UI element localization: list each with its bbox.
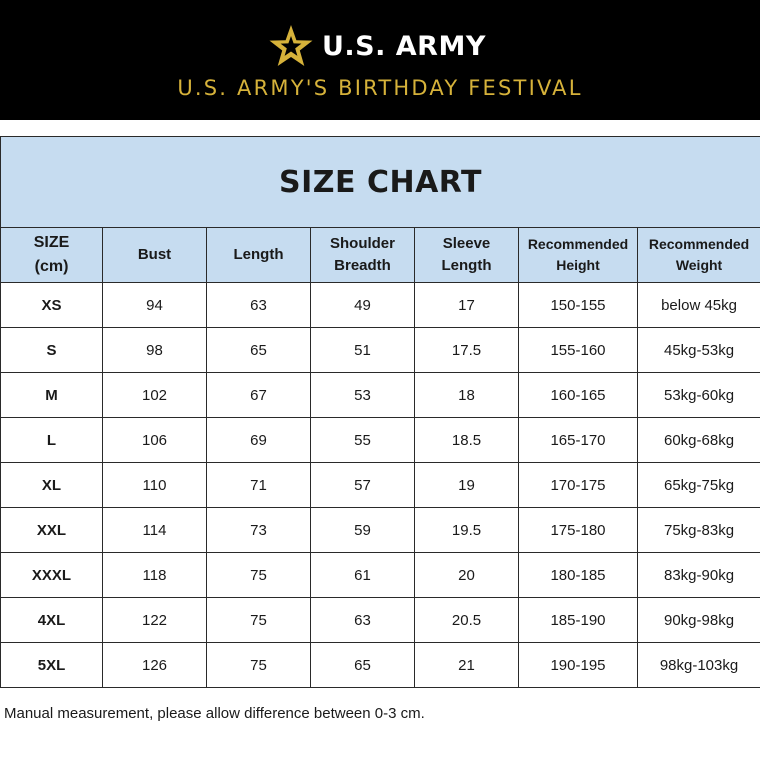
table-cell: 102: [103, 373, 207, 418]
column-header: [103, 228, 207, 283]
table-cell: 65: [311, 643, 415, 688]
table-row: [1, 373, 760, 418]
festival-subtitle: U.S. ARMY'S BIRTHDAY FESTIVAL: [177, 76, 583, 100]
measurement-note: Manual measurement, please allow difference between 0-3 cm.: [4, 705, 425, 722]
size-cell: M: [1, 373, 103, 418]
size-chart-table: [0, 136, 760, 688]
column-header-text: Breadth: [334, 257, 391, 274]
column-header-text: SIZE: [33, 234, 70, 251]
table-cell: below 45kg: [638, 283, 760, 328]
column-header-text: Bust: [137, 246, 172, 263]
header-row: [1, 228, 760, 283]
size-cell: XXL: [1, 508, 103, 553]
table-cell: 57: [311, 463, 415, 508]
table-body: [1, 283, 760, 688]
header-banner: [0, 0, 760, 120]
table-cell: 51: [311, 328, 415, 373]
column-header: [207, 228, 311, 283]
column-header-text: Recommended: [648, 236, 750, 252]
column-header: [1, 228, 103, 283]
table-cell: 94: [103, 283, 207, 328]
table-cell: 160-165: [519, 373, 638, 418]
table-cell: 20: [415, 553, 519, 598]
size-cell: XS: [1, 283, 103, 328]
table-row: [1, 328, 760, 373]
table-cell: 155-160: [519, 328, 638, 373]
star-icon: [268, 23, 314, 69]
size-cell: 5XL: [1, 643, 103, 688]
table-cell: 59: [311, 508, 415, 553]
table-cell: 75kg-83kg: [638, 508, 760, 553]
table-cell: 150-155: [519, 283, 638, 328]
chart-title: SIZE CHART: [1, 137, 760, 228]
table-cell: 106: [103, 418, 207, 463]
table-cell: 65: [207, 328, 311, 373]
column-header-text: Shoulder: [329, 235, 395, 252]
table-cell: 190-195: [519, 643, 638, 688]
table-cell: 180-185: [519, 553, 638, 598]
table-cell: 65kg-75kg: [638, 463, 760, 508]
brand-name: U.S. ARMY: [322, 30, 486, 62]
table-cell: 165-170: [519, 418, 638, 463]
column-header-text: Recommended: [527, 236, 629, 252]
table-cell: 17.5: [415, 328, 519, 373]
table-cell: 126: [103, 643, 207, 688]
army-logo: [268, 22, 486, 70]
column-header-text: Length: [233, 246, 284, 263]
table-row: [1, 508, 760, 553]
table-cell: 53kg-60kg: [638, 373, 760, 418]
column-header: [415, 228, 519, 283]
table-cell: 114: [103, 508, 207, 553]
table-cell: 19.5: [415, 508, 519, 553]
table-row: [1, 418, 760, 463]
table-cell: 20.5: [415, 598, 519, 643]
column-header-text: Weight: [675, 257, 723, 273]
column-header: [519, 228, 638, 283]
table-cell: 98kg-103kg: [638, 643, 760, 688]
table-cell: 18: [415, 373, 519, 418]
table-cell: 69: [207, 418, 311, 463]
table-cell: 55: [311, 418, 415, 463]
table-cell: 67: [207, 373, 311, 418]
table-cell: 170-175: [519, 463, 638, 508]
size-cell: 4XL: [1, 598, 103, 643]
size-cell: XXXL: [1, 553, 103, 598]
table-cell: 17: [415, 283, 519, 328]
table-cell: 118: [103, 553, 207, 598]
column-header-text: (cm): [34, 258, 69, 275]
table-cell: 185-190: [519, 598, 638, 643]
table-cell: 60kg-68kg: [638, 418, 760, 463]
column-header: [638, 228, 760, 283]
table-cell: 175-180: [519, 508, 638, 553]
table-cell: 98: [103, 328, 207, 373]
table-cell: 122: [103, 598, 207, 643]
table-cell: 19: [415, 463, 519, 508]
table-cell: 63: [207, 283, 311, 328]
table-cell: 71: [207, 463, 311, 508]
size-cell: L: [1, 418, 103, 463]
size-cell: S: [1, 328, 103, 373]
column-header-text: Length: [441, 257, 492, 274]
table-cell: 61: [311, 553, 415, 598]
table-row: [1, 643, 760, 688]
table-cell: 45kg-53kg: [638, 328, 760, 373]
table-cell: 90kg-98kg: [638, 598, 760, 643]
table-cell: 53: [311, 373, 415, 418]
table-cell: 75: [207, 598, 311, 643]
table-row: [1, 598, 760, 643]
table-cell: 21: [415, 643, 519, 688]
table-row: [1, 553, 760, 598]
column-header-text: Height: [556, 257, 600, 273]
column-header: [311, 228, 415, 283]
column-header-text: Sleeve: [442, 235, 491, 252]
table-cell: 75: [207, 643, 311, 688]
table-row: [1, 463, 760, 508]
table-cell: 73: [207, 508, 311, 553]
table-row: [1, 283, 760, 328]
table-cell: 110: [103, 463, 207, 508]
table-cell: 83kg-90kg: [638, 553, 760, 598]
table-cell: 63: [311, 598, 415, 643]
table-cell: 75: [207, 553, 311, 598]
table-cell: 49: [311, 283, 415, 328]
table-cell: 18.5: [415, 418, 519, 463]
size-cell: XL: [1, 463, 103, 508]
